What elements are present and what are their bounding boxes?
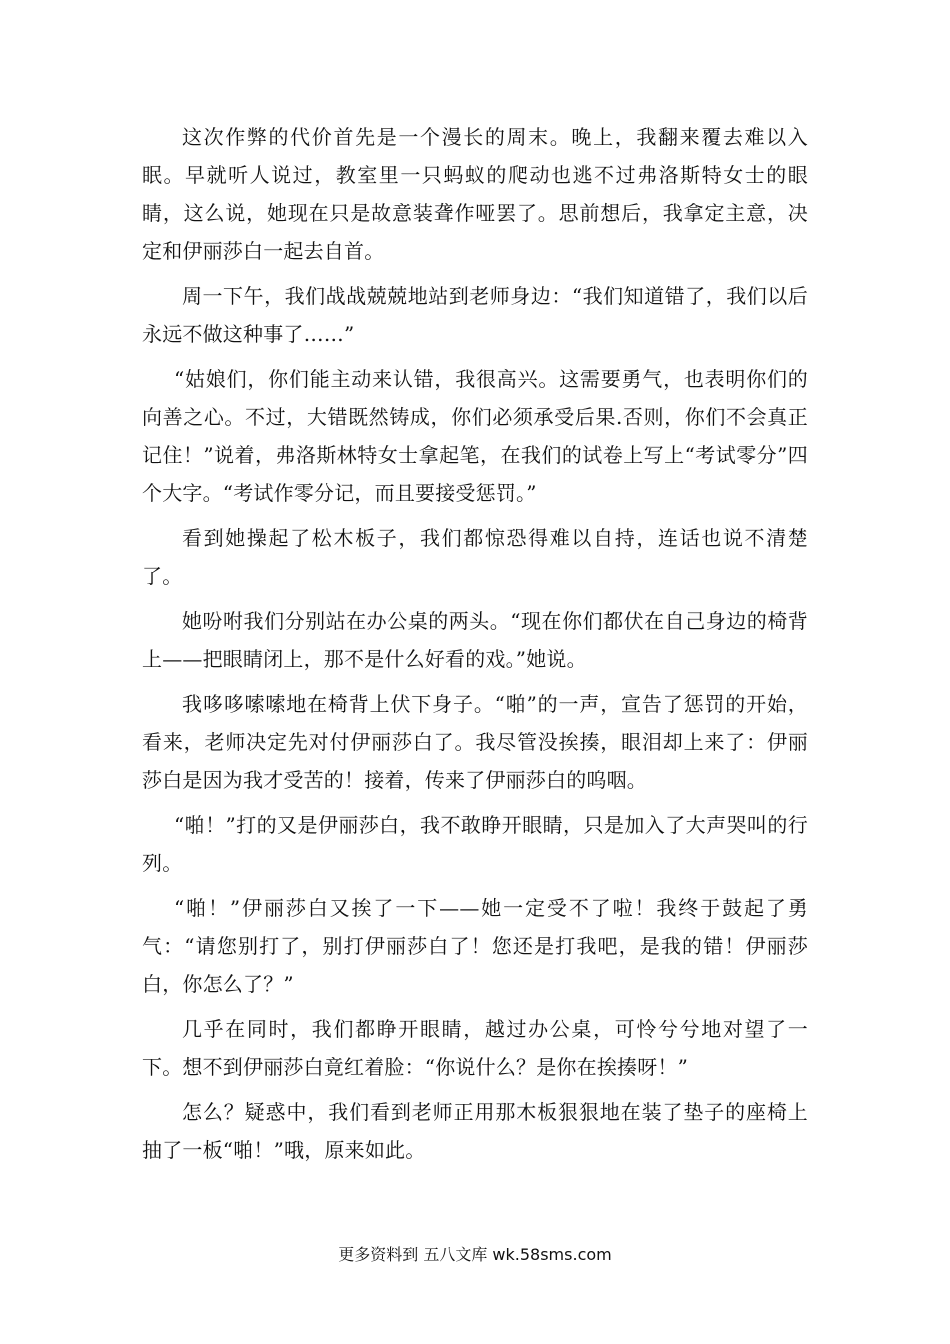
paragraph-4: 看到她操起了松木板子，我们都惊恐得难以自持，连话也说不清楚了。 [142, 526, 808, 588]
paragraph-6: 我哆哆嗦嗦地在椅背上伏下身子。“啪”的一声，宣告了惩罚的开始，看来，老师决定先对付伊丽莎白了。我尽管没挨揍，眼泪却上来了：伊丽莎白是因为我才受苦的！接着，传来了伊丽莎白的呜咽。 [142, 692, 808, 792]
article-body [142, 118, 808, 1176]
paragraph-1: 这次作弊的代价首先是一个漫长的周末。晚上，我翻来覆去难以入眠。早就听人说过，教室里一只蚂蚁的爬动也逃不过弗洛斯特女士的眼睛，这么说，她现在只是故意装聋作哑罢了。思前想后，我拿定主意，决定和伊丽莎白一起去自首。 [142, 125, 808, 263]
paragraph-3: “姑娘们，你们能主动来认错，我很高兴。这需要勇气，也表明你们的向善之心。不过，大错既然铸成，你们必须承受后果.否则，你们不会真正记住！”说着，弗洛斯林特女士拿起笔，在我们的试卷上写上“考试零分”四个大字。“考试作零分记，而且要接受惩罚。” [142, 367, 808, 505]
paragraph-8: “啪！”伊丽莎白又挨了一下——她一定受不了啦！我终于鼓起了勇气：“请您别打了，别打伊丽莎白了！您还是打我吧，是我的错！伊丽莎白，你怎么了？” [142, 896, 808, 996]
paragraph-10: 怎么？疑惑中，我们看到老师正用那木板狠狠地在装了垫子的座椅上抽了一板“啪！”哦，原来如此。 [142, 1100, 808, 1162]
paragraph-9: 几乎在同时，我们都睁开眼睛，越过办公桌，可怜兮兮地对望了一下。想不到伊丽莎白竟红着脸：“你说什么？是你在挨揍呀！” [142, 1017, 808, 1079]
paragraph-7: “啪！”打的又是伊丽莎白，我不敢睁开眼睛，只是加入了大声哭叫的行列。 [142, 813, 808, 875]
paragraph-5: 她吩咐我们分别站在办公桌的两头。“现在你们都伏在自己身边的椅背上——把眼睛闭上，那不是什么好看的戏。”她说。 [142, 609, 808, 671]
footer-source-link[interactable]: 更多资料到 五八文库 wk.58sms.com [338, 1245, 612, 1264]
paragraph-2: 周一下午，我们战战兢兢地站到老师身边：“我们知道错了，我们以后永远不做这种事了……” [142, 284, 808, 346]
